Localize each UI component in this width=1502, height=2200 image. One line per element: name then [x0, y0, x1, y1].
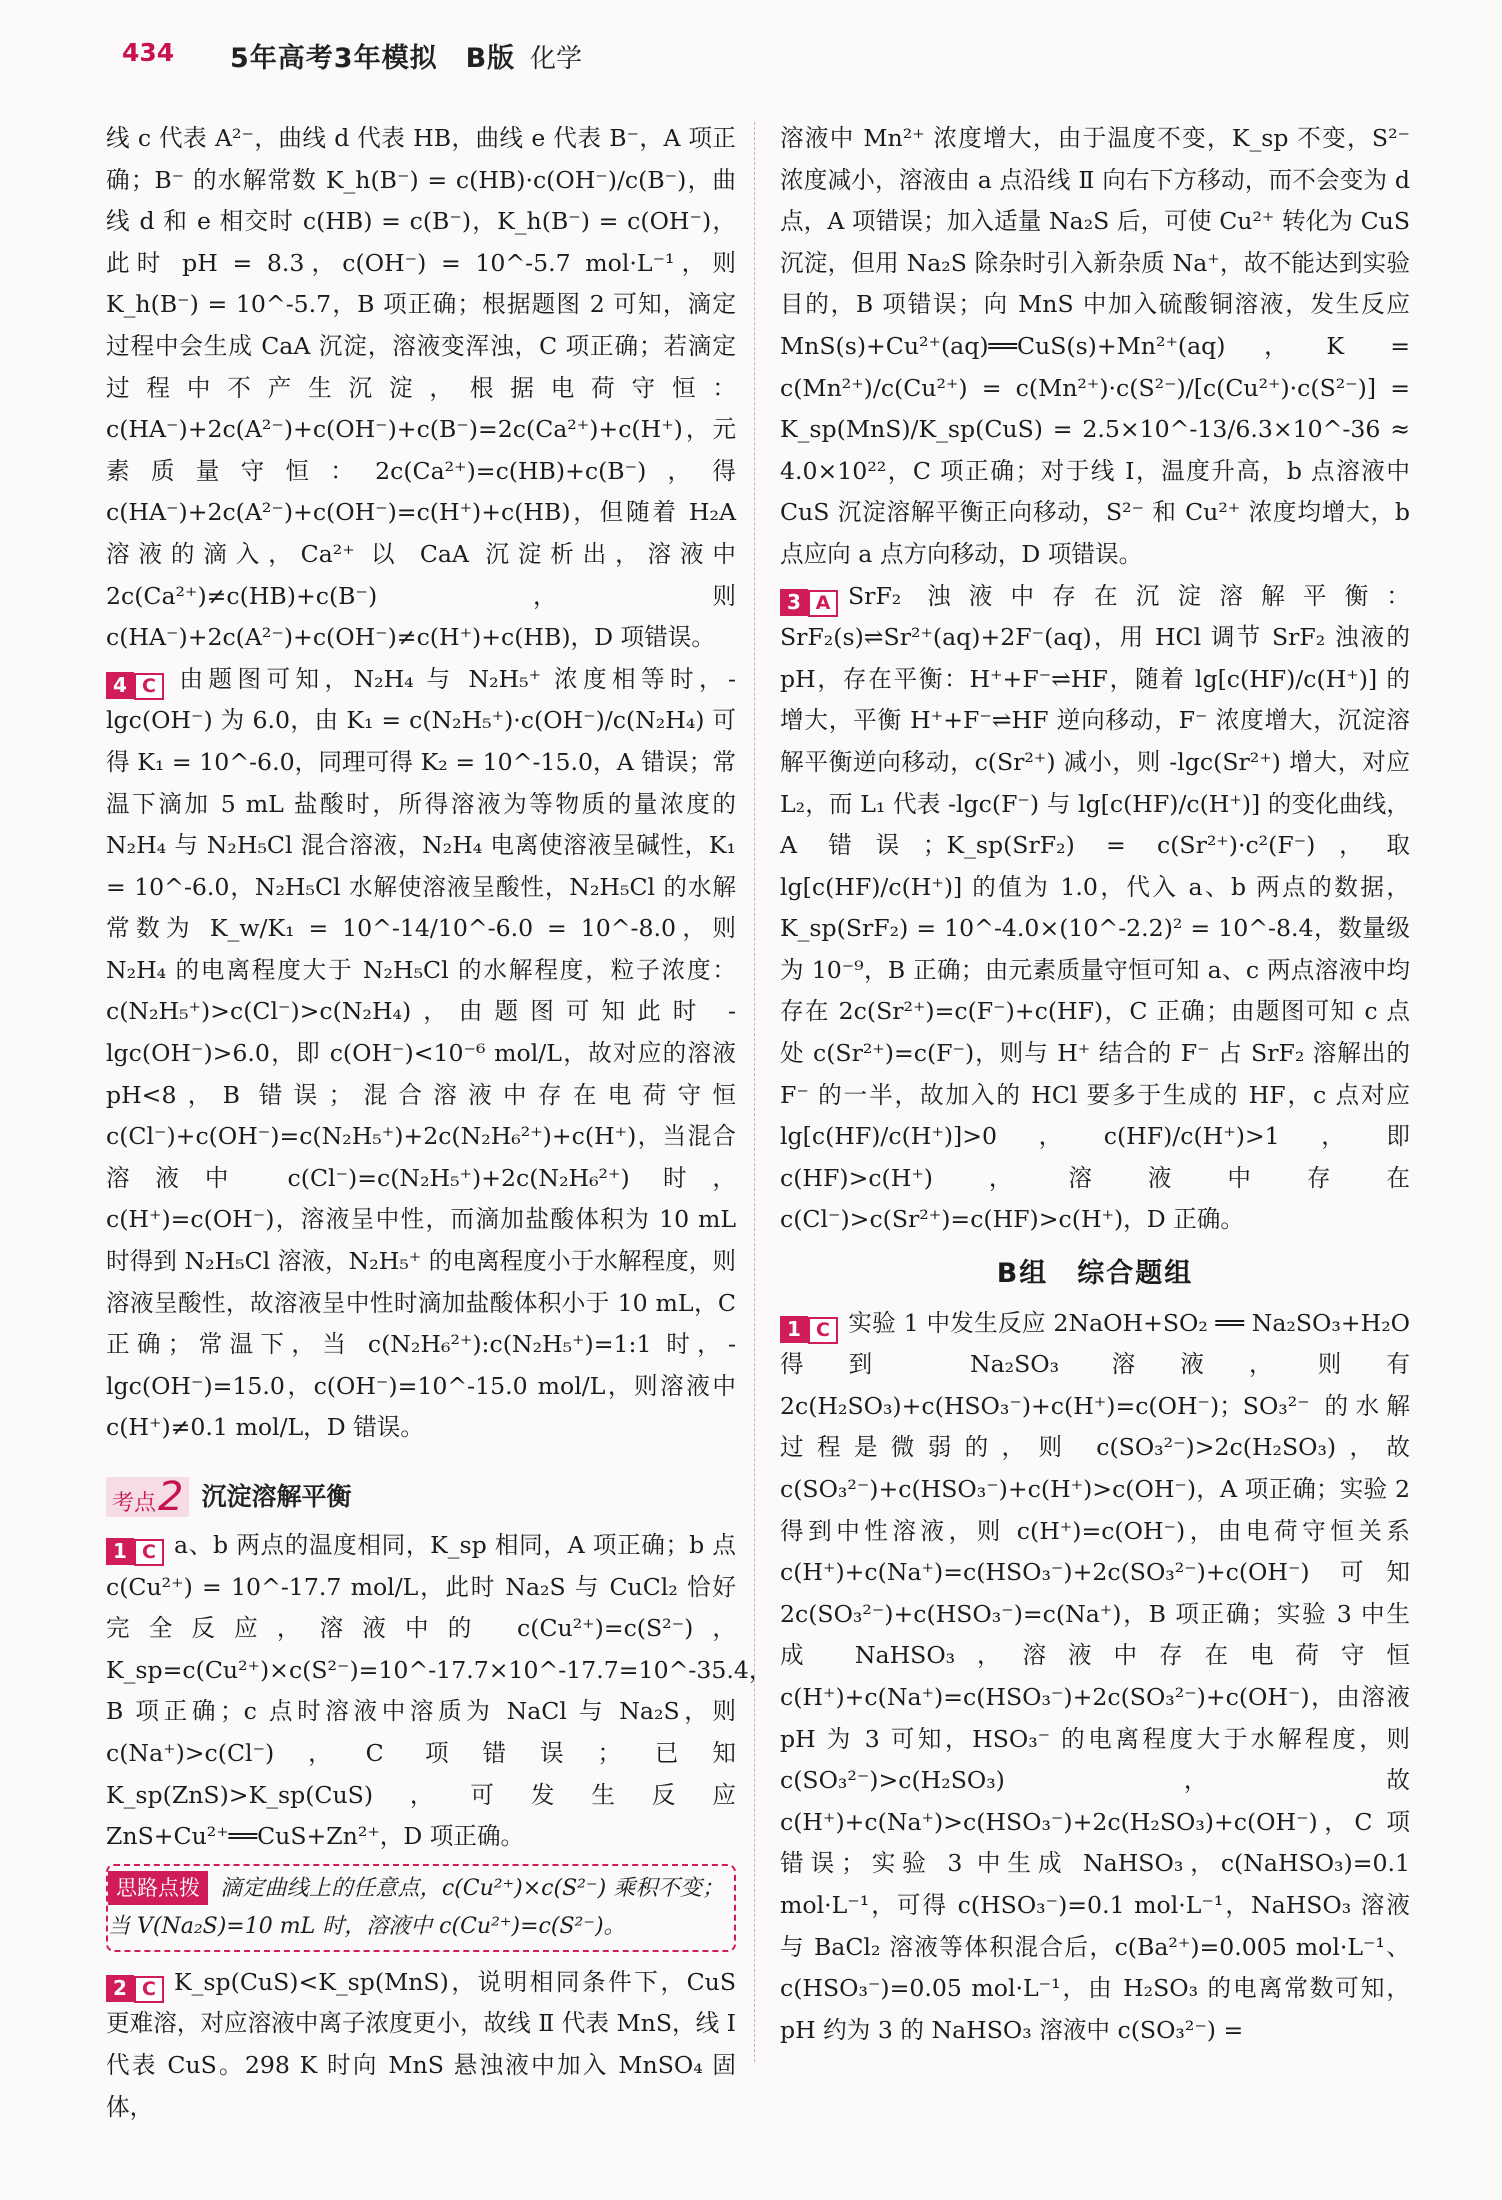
knowledge-point-number: 2 — [158, 1473, 184, 1520]
right-column — [780, 118, 1410, 2051]
paragraph-continued: 线 c 代表 A²⁻，曲线 d 代表 HB，曲线 e 代表 B⁻，A 项正确；B⁻ 的水解常数 K_h(B⁻) = c(HB)·c(OH⁻)/c(B⁻)，曲线 d 和 e 相交时 c(HB) = c(B⁻)，K_h(B⁻) = c(OH⁻)，此时 pH = 8.3，c(OH⁻) = 10^-5.7 mol·L⁻¹，则 K_h(B⁻) = 10^-5.7，B 项正确；根据题图 2 可知，滴定过程中会生成 CaA 沉淀，溶液变浑浊，C 项正确；若滴定过程中不产生沉淀，根据电荷守恒：c(HA⁻)+2c(A²⁻)+c(OH⁻)+c(B⁻)=2c(Ca²⁺)+c(H⁺)，元素质量守恒：2c(Ca²⁺)=c(HB)+c(B⁻)，得 c(HA⁻)+2c(A²⁻)+c(OH⁻)=c(H⁺)+c(HB)，但随着 H₂A 溶液的滴入，Ca²⁺ 以 CaA 沉淀析出，溶液中 2c(Ca²⁺)≠c(HB)+c(B⁻)，则 c(HA⁻)+2c(A²⁻)+c(OH⁻)≠c(H⁺)+c(HB)，D 项错误。 — [106, 124, 736, 652]
tip-box — [106, 1864, 736, 1952]
left-column — [106, 118, 773, 2128]
answer-1 — [106, 1525, 773, 1858]
answer-3 — [780, 576, 1410, 1242]
answer-badge: 1 C — [106, 1530, 164, 1557]
answer-b1 — [780, 1303, 1410, 2052]
tip-text: 滴定曲线上的任意点，c(Cu²⁺)×c(S²⁻) 乘积不变；当 V(Na₂S)=10 mL 时，溶液中 c(Cu²⁺)=c(S²⁻)。 — [108, 1875, 724, 1939]
knowledge-point-heading: 考点2 沉淀溶解平衡 — [106, 1469, 736, 1521]
answer-badge: 1 C — [780, 1308, 838, 1335]
knowledge-point-title: 沉淀溶解平衡 — [201, 1481, 352, 1511]
page-number: 434 — [122, 38, 175, 67]
column-divider — [754, 122, 755, 2062]
answer-text: 由题图可知，N₂H₄ 与 N₂H₅⁺ 浓度相等时，-lgc(OH⁻) 为 6.0，由 K₁ = c(N₂H₅⁺)·c(OH⁻)/c(N₂H₄) 可得 K₁ = 10^-6.0，同理可得 K₂ = 10^-15.0，A 错误；常温下滴加 5 mL 盐酸时，所得溶液为等物质的量浓度的 N₂H₄ 与 N₂H₅Cl 混合溶液，N₂H₄ 电离使溶液呈碱性，K₁ = 10^-6.0，N₂H₅Cl 水解使溶液呈酸性，N₂H₅Cl 的水解常数为 K_w/K₁ = 10^-14/10^-6.0 = 10^-8.0，则 N₂H₄ 的电离程度大于 N₂H₅Cl 的水解程度，粒子浓度：c(N₂H₅⁺)>c(Cl⁻)>c(N₂H₄)，由题图可知此时 -lgc(OH⁻)>6.0，即 c(OH⁻)<10⁻⁶ mol/L，故对应的溶液 pH<8，B 错误；混合溶液中存在电荷守恒 c(Cl⁻)+c(OH⁻)=c(N₂H₅⁺)+2c(N₂H₆²⁺)+c(H⁺)，当混合溶液中 c(Cl⁻)=c(N₂H₅⁺)+2c(N₂H₆²⁺) 时，c(H⁺)=c(OH⁻)，溶液呈中性，而滴加盐酸体积为 10 mL 时得到 N₂H₅Cl 溶液，N₂H₅⁺ 的电离程度小于水解程度，则溶液呈酸性，故溶液呈中性时滴加盐酸体积小于 10 mL，C 正确；常温下，当 c(N₂H₆²⁺):c(N₂H₅⁺)=1:1 时，-lgc(OH⁻)=15.0，c(OH⁻)=10^-15.0 mol/L，则溶液中 c(H⁺)≠0.1 mol/L，D 错误。 — [106, 664, 736, 1442]
subject-label: 化学 — [530, 44, 583, 74]
paragraph-continued: 溶液中 Mn²⁺ 浓度增大，由于温度不变，K_sp 不变，S²⁻ 浓度减小，溶液由 a 点沿线 Ⅱ 向右下方移动，而不会变为 d 点，A 项错误；加入适量 Na₂S 后，可使 Cu²⁺ 转化为 CuS 沉淀，但用 Na₂S 除杂时引入新杂质 Na⁺，故不能达到实验目的，B 项错误；向 MnS 中加入硫酸铜溶液，发生反应 MnS(s)+Cu²⁺(aq)══CuS(s)+Mn²⁺(aq)，K = c(Mn²⁺)/c(Cu²⁺) = c(Mn²⁺)·c(S²⁻)/[c(Cu²⁺)·c(S²⁻)] = K_sp(MnS)/K_sp(CuS) = 2.5×10^-13/6.3×10^-36 ≈ 4.0×10²²，C 项正确；对于线 Ⅰ，温度升高，b 点溶液中 CuS 沉淀溶解平衡正向移动，S²⁻ 和 Cu²⁺ 浓度均增大，b 点应向 a 点方向移动，D 项错误。 — [780, 124, 1410, 568]
answer-text: K_sp(CuS)<K_sp(MnS)，说明相同条件下，CuS 更难溶，对应溶液中离子浓度更小，故线 Ⅱ 代表 MnS，线 Ⅰ 代表 CuS。298 K 时向 MnS 悬浊液中加入 MnSO₄ 固体， — [106, 1967, 736, 2121]
tip-label: 思路点拨 — [108, 1871, 208, 1905]
section-title: B组 综合题组 — [996, 1258, 1194, 1290]
answer-text: 实验 1 中发生反应 2NaOH+SO₂ ══ Na₂SO₃+H₂O 得到 Na₂SO₃ 溶液，则有 2c(H₂SO₃)+c(HSO₃⁻)+c(H⁺)=c(OH⁻)；SO₃²⁻ 的水解过程是微弱的，则 c(SO₃²⁻)>2c(H₂SO₃)，故 c(SO₃²⁻)+c(HSO₃⁻)+c(H⁺)>c(OH⁻)，A 项正确；实验 2 得到中性溶液，则 c(H⁺)=c(OH⁻)，由电荷守恒关系 c(H⁺)+c(Na⁺)=c(HSO₃⁻)+2c(SO₃²⁻)+c(OH⁻) 可知 2c(SO₃²⁻)+c(HSO₃⁻)=c(Na⁺)，B 项正确；实验 3 中生成 NaHSO₃，溶液中存在电荷守恒 c(H⁺)+c(Na⁺)=c(HSO₃⁻)+2c(SO₃²⁻)+c(OH⁻)，由溶液 pH 为 3 可知，HSO₃⁻ 的电离程度大于水解程度，则 c(SO₃²⁻)>c(H₂SO₃)，故 c(H⁺)+c(Na⁺)>c(HSO₃⁻)+2c(H₂SO₃)+c(OH⁻)，C 项错误；实验 3 中生成 NaHSO₃，c(NaHSO₃)=0.1 mol·L⁻¹，可得 c(HSO₃⁻)=0.1 mol·L⁻¹，NaHSO₃ 溶液与 BaCl₂ 溶液等体积混合后，c(Ba²⁺)=0.005 mol·L⁻¹、c(HSO₃⁻)=0.05 mol·L⁻¹，由 H₂SO₃ 的电离常数可知，pH 约为 3 的 NaHSO₃ 溶液中 c(SO₃²⁻) = — [780, 1308, 1410, 2044]
answer-4 — [106, 659, 736, 1449]
answer-badge: 4 C — [106, 664, 164, 691]
answer-badge: 3 A — [780, 581, 838, 608]
answer-badge: 2 C — [106, 1967, 164, 1994]
answer-2 — [106, 1962, 736, 2128]
answer-text: SrF₂ 浊液中存在沉淀溶解平衡：SrF₂(s)⇌Sr²⁺(aq)+2F⁻(aq)，用 HCl 调节 SrF₂ 浊液的 pH，存在平衡：H⁺+F⁻⇌HF，随着 lg[c(HF)/c(H⁺)] 的增大，平衡 H⁺+F⁻⇌HF 逆向移动，F⁻ 浓度增大，沉淀溶解平衡逆向移动，c(Sr²⁺) 减小，则 -lgc(Sr²⁺) 增大，对应 L₂，而 L₁ 代表 -lgc(F⁻) 与 lg[c(HF)/c(H⁺)] 的变化曲线，A 错误；K_sp(SrF₂) = c(Sr²⁺)·c²(F⁻)，取 lg[c(HF)/c(H⁺)] 的值为 1.0，代入 a、b 两点的数据，K_sp(SrF₂) = 10^-4.0×(10^-2.2)² = 10^-8.4，数量级为 10⁻⁹，B 正确；由元素质量守恒可知 a、c 两点溶液中均存在 2c(Sr²⁺)=c(F⁻)+c(HF)，C 正确；由题图可知 c 点处 c(Sr²⁺)=c(F⁻)，则与 H⁺ 结合的 F⁻ 占 SrF₂ 溶解出的 F⁻ 的一半，故加入的 HCl 要多于生成的 HF，c 点对应 lg[c(HF)/c(H⁺)]>0，c(HF)/c(H⁺)>1，即 c(HF)>c(H⁺)，溶液中存在 c(Cl⁻)>c(Sr²⁺)=c(HF)>c(H⁺)，D 正确。 — [780, 581, 1410, 1234]
page-header — [0, 0, 1502, 100]
answer-text: a、b 两点的温度相同，K_sp 相同，A 项正确；b 点 c(Cu²⁺) = 10^-17.7 mol/L，此时 Na₂S 与 CuCl₂ 恰好完全反应，溶液中的 c(Cu²⁺)=c(S²⁻)，K_sp=c(Cu²⁺)×c(S²⁻)=10^-17.7×10^-17.7=10^-35.4，B 项正确；c 点时溶液中溶质为 NaCl 与 Na₂S，则 c(Na⁺)>c(Cl⁻)，C 项错误；已知 K_sp(ZnS)>K_sp(CuS)，可发生反应 ZnS+Cu²⁺══CuS+Zn²⁺，D 项正确。 — [106, 1531, 773, 1851]
book-title: 5年高考3年模拟 B版 — [230, 43, 516, 74]
